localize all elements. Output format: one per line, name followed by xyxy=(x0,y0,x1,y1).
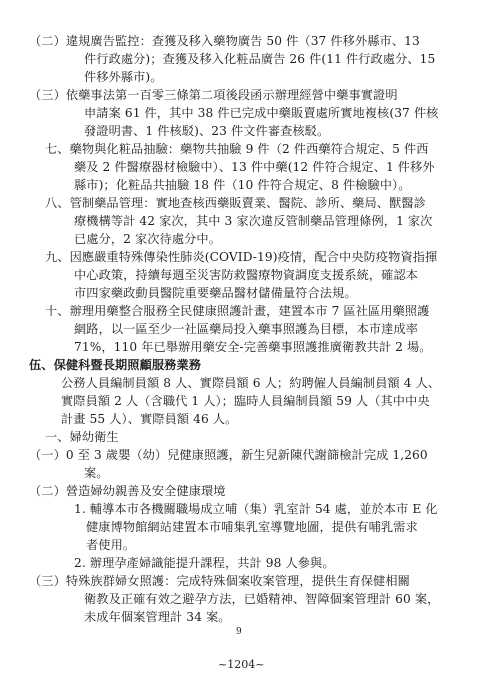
text-line: 衛教及正確有效之避孕方法，已婚精神、智障個案管理計 60 案， xyxy=(84,592,440,606)
text-line: 件行政處分)；查獲及移入化粧品廣告 26 件(11 件行政處分、15 xyxy=(84,52,436,66)
text-line: 縣市)；化粧品共抽驗 18 件（10 件符合規定、8 件檢驗中）。 xyxy=(74,178,411,192)
text-line: 九、因應嚴重特殊傳染性肺炎(COVID-19)疫情，配合中央防疫物資指揮 xyxy=(45,250,438,264)
text-line: 已處分，2 家次待處分中。 xyxy=(74,232,221,246)
text-line: 七、藥物與化粧品抽驗：藥物共抽驗 9 件（2 件西藥符合規定、5 件西 xyxy=(45,142,429,156)
text-line: （一）0 至 3 歲嬰（幼）兒健康照護，新生兒新陳代謝篩檢計完成 1,260 xyxy=(29,448,428,462)
text-line: 發證明書、1 件核駁)、23 件文件審查核駁。 xyxy=(84,124,330,138)
text-line: （二）營造婦幼親善及安全健康環境 xyxy=(29,484,226,498)
text-line: 伍、保健科暨長期照顧服務業務 xyxy=(29,358,202,372)
text-line: 一、婦幼衛生 xyxy=(45,430,119,444)
text-line: 中心政策，持續每週至災害防救醫療物資調度支援系統，確認本 xyxy=(74,268,419,282)
text-line: 計畫 55 人）、實際員額 46 人。 xyxy=(61,412,238,426)
text-line: 網路，以一區至少一社區藥局投入藥事照護為目標，本市達成率 xyxy=(74,322,419,336)
text-line: 未成年個案管理計 34 案。 xyxy=(84,610,231,624)
text-line: （三）特殊族群婦女照護：完成特殊個案收案管理，提供生育保健相關 xyxy=(29,574,410,588)
text-line: 申請案 61 件，其中 38 件已完成中藥販賣處所實地複核(37 件核 xyxy=(84,106,439,120)
footer-page-label: ~1204~ xyxy=(218,658,265,671)
text-line: 藥及 2 件醫療器材檢驗中）、13 件中藥(12 件符合規定、1 件移外 xyxy=(74,160,435,174)
text-line: 2. 辦理孕產婦識能提升課程，共計 98 人參與。 xyxy=(74,556,335,570)
text-line: 案。 xyxy=(84,466,109,480)
text-line: 1. 輔導本市各機關職場成立哺（集）乳室計 54 處，並於本市 E 化 xyxy=(74,502,438,516)
text-line: （三）依藥事法第一百零三條第二項後段函示辦理經營中藥事實證明 xyxy=(29,88,398,102)
text-line: 71%，110 年已舉辦用藥安全-完善藥事照護推廣衛教共計 2 場。 xyxy=(74,340,432,354)
text-line: 市四家藥政動員醫院重要藥品醫材儲備量符合法規。 xyxy=(74,286,357,300)
text-line: 實際員額 2 人（含職代 1 人）；臨時人員編制員額 59 人（其中中央 xyxy=(61,394,430,408)
text-line: 者使用。 xyxy=(86,538,136,552)
text-line: 件移外縣市)。 xyxy=(84,70,163,84)
text-line: 公務人員編制員額 8 人、實際員額 6 人；約聘僱人員編制員額 4 人、 xyxy=(61,376,441,390)
text-line: 八、管制藥品管理：實地查核西藥販賣業、醫院、診所、藥局、獸醫診 xyxy=(45,196,426,210)
text-line: 療機構等計 42 家次，其中 3 家次違反管制藥品管理條例，1 家次 xyxy=(74,214,433,228)
page-number: 9 xyxy=(236,627,242,637)
text-line: （二）違規廣告監控：查獲及移入藥物廣告 50 件（37 件移外縣市、13 xyxy=(29,34,420,48)
text-line: 健康博物館網站建置本市哺集乳室導覽地圖，提供有哺乳需求 xyxy=(86,520,418,534)
text-line: 十、辦理用藥整合服務全民健康照護計畫，建置本市 7 區社區用藥照護 xyxy=(45,304,430,318)
